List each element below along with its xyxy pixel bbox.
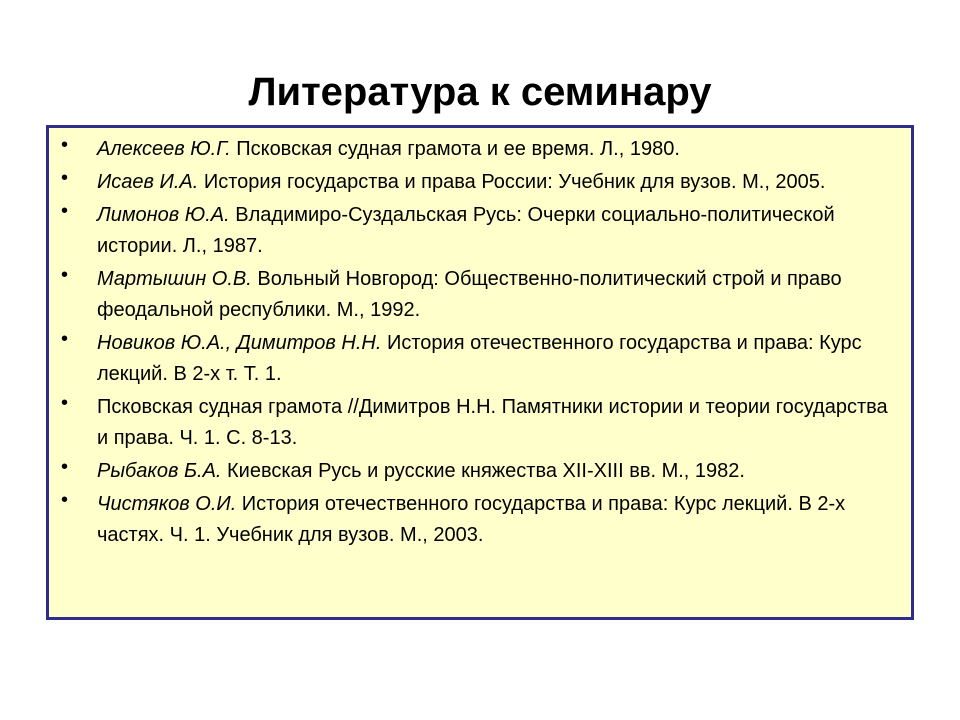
list-item (49, 489, 911, 551)
item-text: История отечественного государства и права: Курс лекций. В 2-х т. Т. 1. (97, 332, 862, 385)
bullet-icon: • (61, 489, 69, 511)
item-text: История государства и права России: Учебник для вузов. М., 2005. (198, 171, 826, 193)
bibliography-list (49, 134, 911, 553)
bullet-icon: • (61, 392, 69, 414)
item-author: Чистяков О.И. (97, 493, 237, 515)
list-item (49, 134, 911, 165)
item-text: Вольный Новгород: Общественно-политический строй и право феодальной республики. М., 1992. (97, 268, 842, 321)
list-item (49, 456, 911, 487)
item-text: Киевская Русь и русские княжества XII-XIII вв. М., 1982. (221, 460, 745, 482)
item-text: Псковская судная грамота //Димитров Н.Н. Памятники истории и теории государства и права. Ч. 1. С. 8-13. (97, 396, 888, 449)
bullet-icon: • (61, 167, 69, 189)
list-item (49, 392, 911, 454)
item-author: Мартышин О.В. (97, 268, 252, 290)
slide-title: Литература к семинару (248, 70, 712, 114)
list-item (49, 200, 911, 262)
item-text: Владимиро-Суздальская Русь: Очерки социально-политической истории. Л., 1987. (97, 204, 835, 257)
item-text: Псковская судная грамота и ее время. Л., 1980. (230, 138, 680, 160)
item-author: Рыбаков Б.А. (97, 460, 222, 482)
item-author: Новиков Ю.А., Димитров Н.Н. (97, 332, 382, 354)
list-item (49, 264, 911, 326)
item-author: Лимонов Ю.А. (97, 204, 230, 226)
bullet-icon: • (61, 134, 69, 156)
bullet-icon: • (61, 200, 69, 222)
bullet-icon: • (61, 264, 69, 286)
item-text: История отечественного государства и права: Курс лекций. В 2-х частях. Ч. 1. Учебник для вузов. М., 2003. (97, 493, 846, 546)
bibliography-box (46, 125, 914, 620)
item-author: Алексеев Ю.Г. (97, 138, 231, 160)
list-item (49, 328, 911, 390)
bullet-icon: • (61, 328, 69, 350)
item-author: Исаев И.А. (97, 171, 199, 193)
bullet-icon: • (61, 456, 69, 478)
list-item (49, 167, 911, 198)
